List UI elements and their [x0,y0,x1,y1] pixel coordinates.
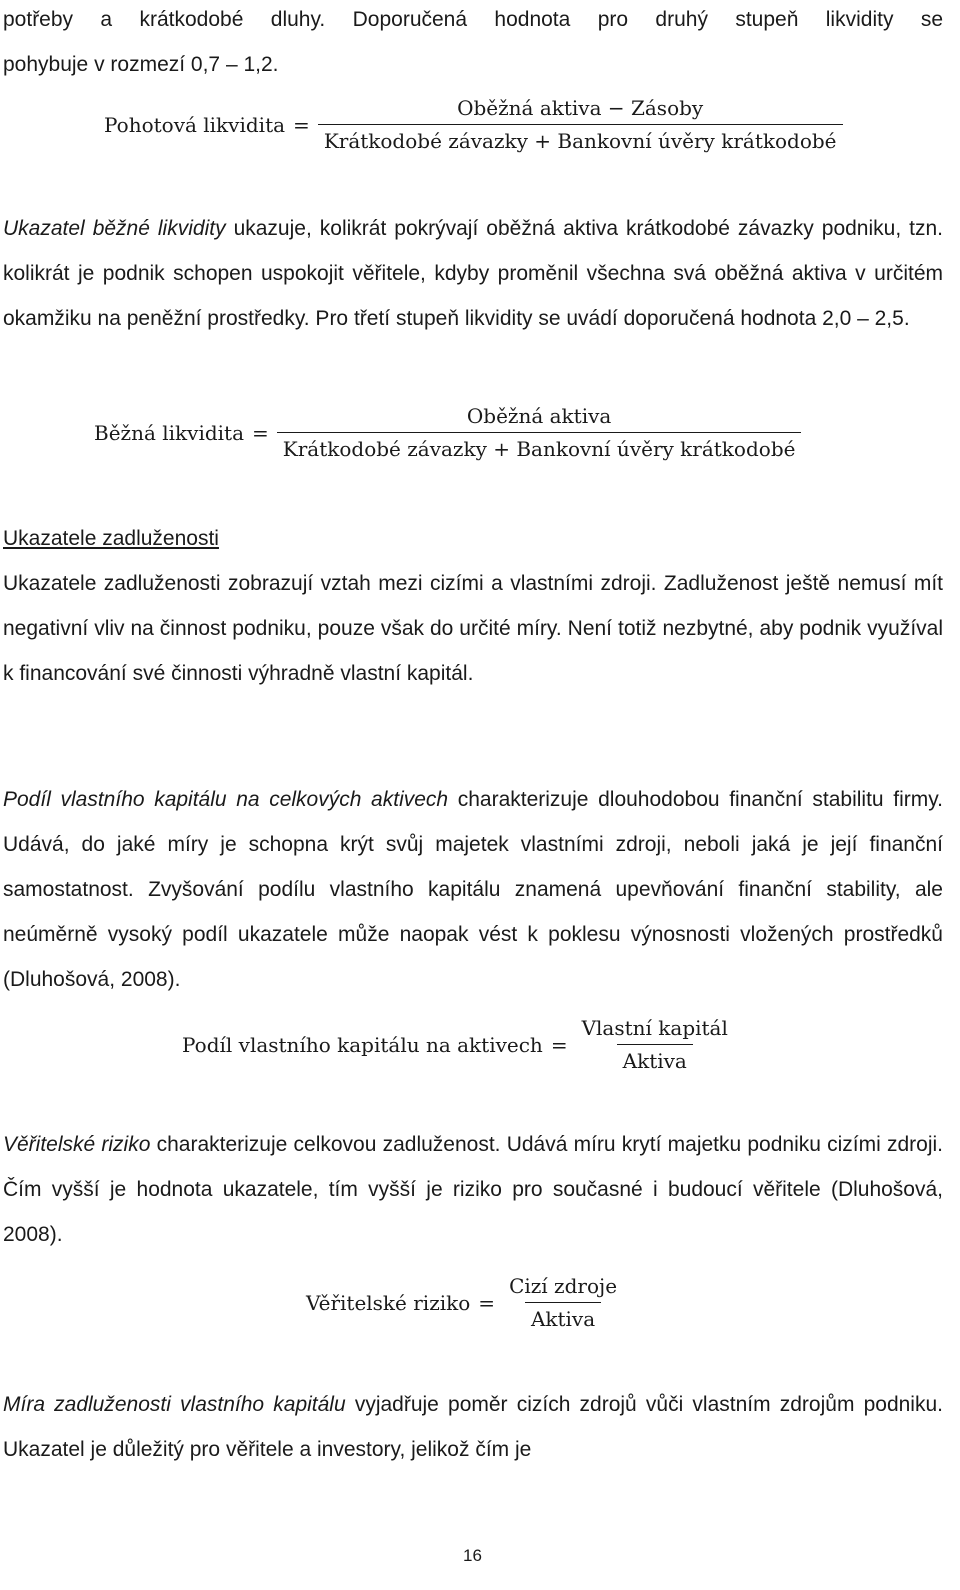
paragraph-creditor-risk [3,1122,943,1257]
formula-denominator: Krátkodobé závazky + Bankovní úvěry krátkodobé [318,124,843,153]
paragraph-debt-equity [3,1382,943,1472]
formula-lhs: Pohotová likvidita [104,112,286,137]
page-number: 16 [463,1546,482,1565]
formula-numerator: Oběžná aktiva [466,404,612,428]
formula-current-ratio [94,404,801,461]
formula-equals: = [252,420,269,445]
formula-creditor-risk [306,1274,623,1331]
formula-lhs: Běžná likvidita [94,420,244,445]
formula-equals: = [550,1032,568,1057]
formula-equity-ratio [182,1016,734,1073]
paragraph-text: charakterizuje dlouhodobou finanční stabilitu firmy. Udává, do jaké míry je schopna krýt svůj majetek vlastními zdroji, neboli jaká je její finanční samostatnost. Zvyšování podílu vlastního kapitálu znamená upevňování finanční stability, ale neúměrně vysoký podíl ukazatele může naopak vést k poklesu výnosnosti vložených prostředků (Dluhošová, 2008). [3,788,943,991]
formula-denominator: Aktiva [525,1302,601,1331]
paragraph-text: charakterizuje celkovou zadluženost. Udává míru krytí majetku podniku cizími zdroji. Čím vyšší je hodnota ukazatele, tím vyšší je riziko pro současné i budoucí věřitele (Dluhošová, 2008). [3,1133,943,1246]
term-debt-equity: Míra zadluženosti vlastního kapitálu [3,1393,346,1416]
term-equity-ratio: Podíl vlastního kapitálu na celkových aktivech [3,788,449,811]
formula-fraction [277,404,802,461]
section-heading: Ukazatele zadluženosti [3,527,219,550]
formula-numerator: Cizí zdroje [509,1274,618,1298]
term-current-ratio: Ukazatel běžné likvidity [3,217,226,240]
paragraph-liquidity-intro [3,0,943,87]
formula-numerator: Oběžná aktiva − Zásoby [457,96,704,120]
paragraph-current-ratio [3,206,943,341]
paragraph-debt-indicators: Ukazatele zadluženosti zobrazují vztah mezi cizími a vlastními zdroji. Zadluženost ještě nemusí mít negativní vliv na činnost podniku, pouze však do určité míry. Není totiž nezbytné, aby podnik využíval k financování své činnosti výhradně vlastní kapitál. [3,572,943,685]
formula-fraction [576,1016,734,1073]
term-creditor-risk: Věřitelské riziko [3,1133,151,1156]
formula-equals: = [293,112,310,137]
paragraph-text: vyjadřuje poměr cizích zdrojů vůči vlastním zdrojům podniku. Ukazatel je důležitý pro věřitele a investory, jelikož čím je [3,1393,943,1461]
formula-denominator: Aktiva [617,1044,693,1073]
formula-equals: = [478,1290,496,1315]
formula-lhs: Podíl vlastního kapitálu na aktivech [182,1032,543,1057]
paragraph-text: ukazuje, kolikrát pokrývají oběžná aktiva krátkodobé závazky podniku, tzn. kolikrát je podnik schopen uspokojit věřitele, kdyby proměnil všechna svá oběžná aktiva v určitém okamžiku na peněžní prostředky. Pro třetí stupeň likvidity se uvádí doporučená hodnota 2,0 – 2,5. [3,217,943,330]
paragraph-line: potřeby a krátkodobé dluhy. Doporučená hodnota pro druhý stupeň likvidity se [3,8,943,31]
formula-lhs: Věřitelské riziko [306,1290,471,1315]
formula-numerator: Vlastní kapitál [581,1016,728,1040]
formula-quick-ratio [104,96,843,153]
formula-fraction [503,1274,623,1331]
formula-denominator: Krátkodobé závazky + Bankovní úvěry krátkodobé [277,432,802,461]
formula-fraction [318,96,843,153]
paragraph-equity-ratio [3,777,943,1002]
paragraph-line: pohybuje v rozmezí 0,7 – 1,2. [3,53,279,76]
